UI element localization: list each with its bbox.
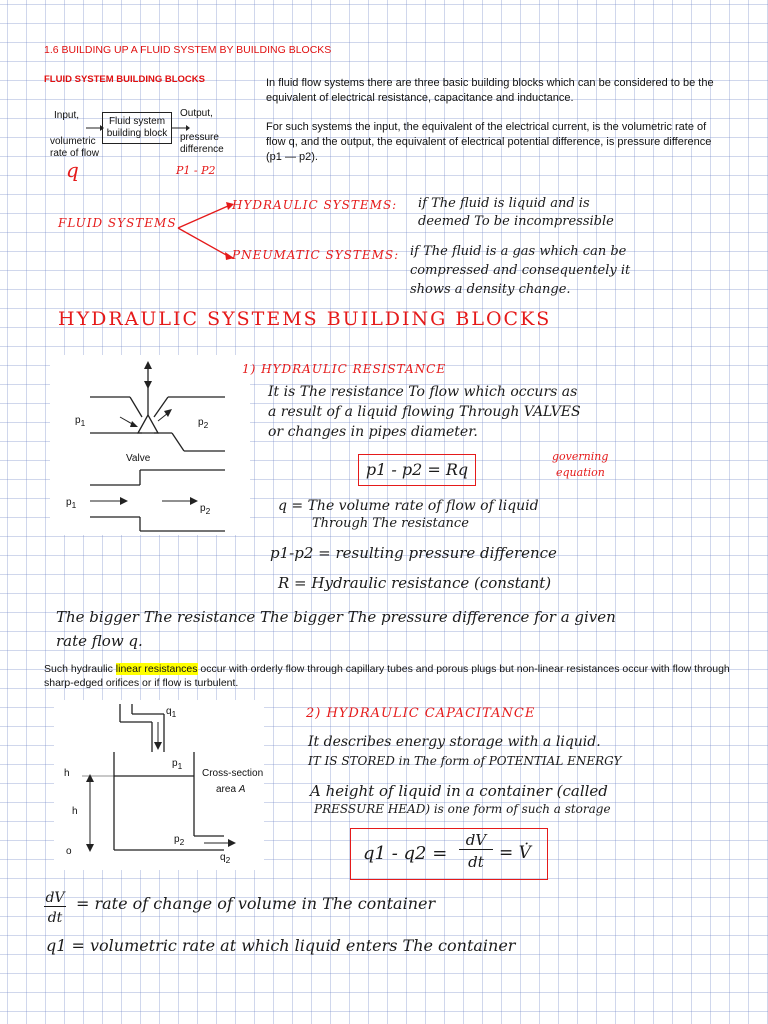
branch-arrows bbox=[170, 198, 240, 262]
resistance-equation-box: p1 - p2 = Rq bbox=[358, 454, 476, 486]
area-label: area A bbox=[216, 784, 246, 795]
tank-p2: $p_2$ bbox=[174, 834, 185, 847]
building-block-box: Fluid system building block bbox=[102, 112, 172, 144]
cap-eq-num: dV bbox=[459, 831, 493, 850]
bigger-line-2: rate flow q. bbox=[56, 632, 143, 650]
pneumatic-def-2: compressed and consequentely it bbox=[410, 263, 631, 278]
capacitance-title: 2) HYDRAULIC CAPACITANCE bbox=[306, 706, 536, 721]
q1-def: q1 = volumetric rate at which liquid enters The container bbox=[46, 936, 516, 955]
input-sublabel: volumetric rate of flow bbox=[50, 136, 99, 159]
tank-o: o bbox=[66, 846, 72, 857]
valve-p2: $p_2$ bbox=[198, 417, 209, 430]
hw-q: q bbox=[66, 158, 79, 182]
cap-eq-right: = V̇ bbox=[499, 843, 531, 863]
valve-p1: $p_1$ bbox=[75, 415, 86, 428]
block-diagram bbox=[40, 100, 240, 190]
valve-drawing bbox=[50, 355, 250, 535]
tank-q2: $q_2$ bbox=[220, 852, 231, 865]
linear-resistance-text: Such hydraulic linear resistances occur with orderly flow through capillary tubes and porous plugs but non-linear resistances occur with flow through sharp-edged orifices or if flow is turbulent. bbox=[44, 663, 730, 689]
pipe-p2: $p_2$ bbox=[200, 503, 211, 516]
capacitance-def-4: PRESSURE HEAD) is one form of such a storage bbox=[314, 802, 611, 816]
output-label: Output, bbox=[180, 108, 213, 119]
pneumatic-systems-label: PNEUMATIC SYSTEMS: bbox=[232, 248, 400, 262]
blocks-title: HYDRAULIC SYSTEMS BUILDING BLOCKS bbox=[58, 308, 552, 330]
resistance-def-1: It is The resistance To flow which occurs as bbox=[268, 384, 578, 400]
tank-h-top: h bbox=[64, 768, 70, 779]
tank-q1: $q_1$ bbox=[166, 706, 177, 719]
resistance-def-2: a result of a liquid flowing Through VALVES bbox=[268, 404, 581, 420]
pneumatic-def-1: if The fluid is a gas which can be bbox=[410, 244, 627, 259]
governing-label-1: governing bbox=[552, 450, 609, 463]
input-label: Input, bbox=[54, 110, 80, 121]
output-sublabel: pressure difference bbox=[180, 132, 224, 155]
pipe-p1: $p_1$ bbox=[66, 497, 77, 510]
hw-p: P1 - P2 bbox=[176, 164, 216, 177]
bigger-line-1: The bigger The resistance The bigger The pressure difference for a given bbox=[56, 608, 616, 626]
dvdt-num: dV bbox=[45, 890, 65, 906]
valve-label: Valve bbox=[126, 453, 151, 464]
hydraulic-def-2: deemed To be incompressible bbox=[418, 214, 614, 229]
capacitance-equation-box bbox=[350, 828, 548, 880]
pneumatic-def-3: shows a density change. bbox=[410, 282, 571, 297]
tank-h-mid: h bbox=[72, 806, 78, 817]
capacitance-def-1: It describes energy storage with a liquid. bbox=[308, 734, 601, 750]
cross-section-label: Cross-section bbox=[202, 768, 264, 779]
r-def: R = Hydraulic resistance (constant) bbox=[278, 574, 552, 592]
pressure-def: p1-p2 = resulting pressure difference bbox=[270, 544, 557, 562]
intro-paragraph-2: For such systems the input, the equivalent of the electrical current, is the volumetric rate of flow q, and the output, the equivalent of electrical potential difference, is pressure difference (p1 — p2). bbox=[266, 121, 712, 163]
cap-eq-left: q1 - q2 = bbox=[363, 843, 448, 864]
hydraulic-systems-label: HYDRAULIC SYSTEMS: bbox=[232, 198, 398, 212]
cap-eq-den: dt bbox=[468, 853, 484, 871]
dvdt-def: = rate of change of volume in The container bbox=[76, 894, 436, 913]
q-def-2: Through The resistance bbox=[312, 516, 469, 531]
dvdt-den: dt bbox=[47, 910, 63, 926]
fluid-systems-label: FLUID SYSTEMS bbox=[58, 216, 177, 230]
tank-figure bbox=[54, 700, 264, 870]
subheading: FLUID SYSTEM BUILDING BLOCKS bbox=[44, 74, 205, 85]
capacitance-def-3: A height of liquid in a container (called bbox=[310, 782, 608, 800]
resistance-def-3: or changes in pipes diameter. bbox=[268, 424, 478, 440]
hydraulic-def-1: if The fluid is liquid and is bbox=[418, 196, 590, 211]
intro-paragraph-1: In fluid flow systems there are three basic building blocks which can be considered to be the equivalent of electrical resistance, capacitance and inductance. bbox=[266, 77, 714, 104]
resistance-title: 1) HYDRAULIC RESISTANCE bbox=[242, 362, 447, 376]
governing-label-2: equation bbox=[556, 466, 605, 479]
capacitance-def-2: IT IS STORED in The form of POTENTIAL ENERGY bbox=[308, 754, 622, 768]
q-def-1: q = The volume rate of flow of liquid bbox=[278, 498, 539, 514]
highlighted-term: linear resistances bbox=[115, 663, 198, 675]
valve-figure bbox=[50, 355, 250, 535]
section-title: 1.6 BUILDING UP A FLUID SYSTEM BY BUILDING BLOCKS bbox=[44, 44, 332, 56]
tank-p1: $p_1$ bbox=[172, 758, 183, 771]
